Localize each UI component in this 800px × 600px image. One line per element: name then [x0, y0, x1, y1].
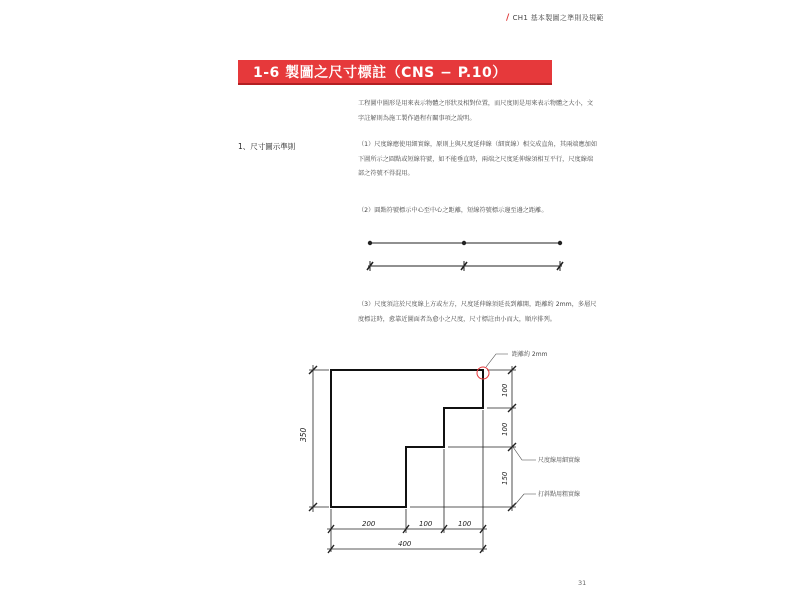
- dim-total-bottom-label: 400: [398, 540, 412, 548]
- dim-line-callout-label: 尺度線用細實線: [538, 457, 581, 464]
- gap-callout-label: 距離約 2mm: [512, 351, 548, 358]
- slash-mark: /: [506, 13, 510, 23]
- slash-callout-leader: [513, 494, 536, 507]
- dot-terminator: [368, 241, 372, 245]
- left-dimension: [309, 365, 329, 512]
- dim-right-2-label: 100: [501, 422, 509, 436]
- dim-total-left-label: 350: [299, 427, 308, 442]
- running-head-text: CH1 基本製圖之準則及規範: [512, 14, 604, 22]
- gap-callout-leader: [486, 354, 508, 367]
- dot-terminator: [462, 241, 466, 245]
- dim-bottom-3-label: 100: [458, 520, 472, 528]
- page-number: 31: [578, 579, 587, 587]
- rule-item-3: （3）尺度須註於尺度線上方或左方，尺度延伸線須延長到離開，距離約 2mm，多層尺度標註時，愈靠近圖面者為愈小之尺度，尺寸標註由小而大，順序排列。: [358, 301, 597, 323]
- dot-terminator: [558, 241, 562, 245]
- rule-item-2: （2）圓點符號標示中心至中心之距離，短線符號標示邊至邊之距離。: [358, 207, 548, 214]
- slash-dimension-example: [367, 261, 563, 271]
- intro-paragraph: 工程圖中圖形是用來表示物體之形狀及相對位置，而尺度則是用來表示物體之大小，文字註解則為施工製作過程有關事項之說明。: [358, 100, 594, 122]
- dim-line-callout-leader: [513, 447, 536, 460]
- dim-right-3-label: 150: [501, 471, 509, 485]
- dot-dimension-example: [368, 241, 562, 245]
- dim-bottom-1-label: 200: [362, 520, 376, 528]
- right-dimension-chain: [508, 366, 516, 511]
- object-outline: [331, 370, 483, 507]
- dim-right-1-label: 100: [501, 383, 509, 397]
- page-title: 1-6 製圖之尺寸標註（CNS − P.10）: [253, 64, 507, 81]
- rule-item-1: （1）尺度線應使用細實線，原則上與尺度延伸線（細實線）相交成直角，其兩端應加如下圖所示之圓點或短線符號，如不能垂直時，兩端之尺度延伸線須相互平行，尺度線端部之符號不得混用。: [358, 141, 598, 177]
- dim-bottom-2-label: 100: [419, 520, 433, 528]
- section-heading: 1、尺寸圖示準則: [238, 142, 296, 151]
- slash-callout-label: 打斜點用粗實線: [538, 491, 581, 498]
